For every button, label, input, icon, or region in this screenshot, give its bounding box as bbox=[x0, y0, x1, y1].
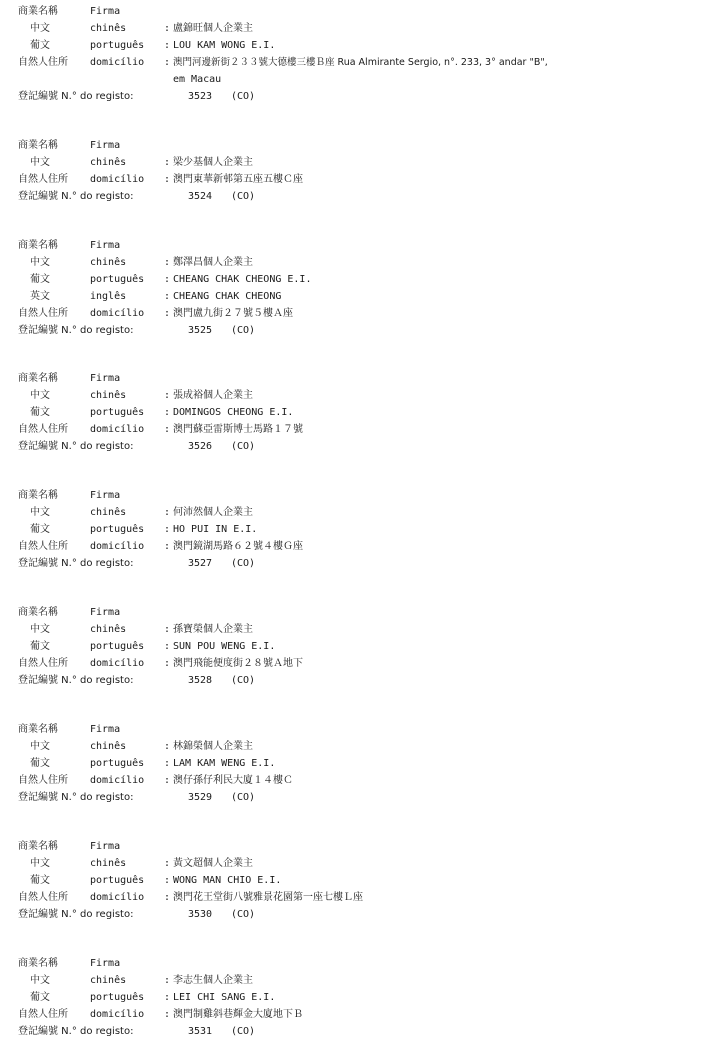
registry-entry bbox=[18, 237, 716, 339]
colon: : bbox=[164, 992, 171, 1003]
registo-number: 3528 bbox=[188, 675, 213, 686]
colon: : bbox=[164, 758, 171, 769]
domicilio-row bbox=[18, 655, 716, 672]
portugues-row bbox=[18, 989, 716, 1006]
colon: : bbox=[164, 641, 171, 652]
colon: : bbox=[164, 541, 171, 552]
registry-entry bbox=[18, 838, 716, 923]
domicilio-label-zh: 自然人住所 bbox=[18, 308, 68, 319]
portugues-label-pt: português bbox=[90, 40, 145, 51]
registo-label: 登記編號 N.° do registo: bbox=[18, 909, 134, 920]
colon: : bbox=[164, 524, 171, 535]
chines-row bbox=[18, 738, 716, 755]
registo-number: 3530 bbox=[188, 909, 213, 920]
colon: : bbox=[164, 257, 171, 268]
colon: : bbox=[164, 975, 171, 986]
portugues-label-zh: 葡文 bbox=[30, 992, 50, 1003]
domicilio-value: 澳門花王堂街八號雅景花園第一座七樓Ｌ座 bbox=[173, 892, 363, 903]
chines-row bbox=[18, 621, 716, 638]
firma-label-pt: Firma bbox=[90, 490, 121, 501]
chines-label-pt: chinês bbox=[90, 507, 127, 518]
domicilio-row bbox=[18, 54, 716, 71]
registo-label: 登記編號 N.° do registo: bbox=[18, 441, 134, 452]
domicilio-label-zh: 自然人住所 bbox=[18, 658, 68, 669]
registry-entry bbox=[18, 721, 716, 806]
chines-value: 何沛然個人企業主 bbox=[173, 507, 253, 518]
firma-label-zh: 商業名稱 bbox=[18, 607, 58, 618]
colon: : bbox=[164, 658, 171, 669]
firma-header bbox=[18, 721, 716, 738]
domicilio-value: 澳門盧九街２７號５樓Ａ座 bbox=[173, 308, 293, 319]
domicilio-row bbox=[18, 772, 716, 789]
colon: : bbox=[164, 157, 171, 168]
chines-label-pt: chinês bbox=[90, 390, 127, 401]
registo-row bbox=[18, 438, 716, 455]
portugues-label-zh: 葡文 bbox=[30, 524, 50, 535]
domicilio-label-pt: domicílio bbox=[90, 174, 145, 185]
portugues-row bbox=[18, 37, 716, 54]
firma-label-pt: Firma bbox=[90, 373, 121, 384]
chines-row bbox=[18, 254, 716, 271]
portugues-row bbox=[18, 404, 716, 421]
ingles-row bbox=[18, 288, 716, 305]
registo-suffix: (CO) bbox=[231, 91, 256, 102]
registo-number: 3526 bbox=[188, 441, 213, 452]
chines-label-pt: chinês bbox=[90, 624, 127, 635]
chines-value: 孫寶榮個人企業主 bbox=[173, 624, 253, 635]
colon: : bbox=[164, 390, 171, 401]
registo-row bbox=[18, 188, 716, 205]
chines-value: 林錦榮個人企業主 bbox=[173, 741, 253, 752]
firma-header bbox=[18, 370, 716, 387]
firma-header bbox=[18, 838, 716, 855]
chines-value: 鄭澤昌個人企業主 bbox=[173, 257, 253, 268]
registo-suffix: (CO) bbox=[231, 558, 256, 569]
registry-entry bbox=[18, 137, 716, 205]
chines-row bbox=[18, 972, 716, 989]
portugues-label-pt: português bbox=[90, 875, 145, 886]
registo-number: 3529 bbox=[188, 792, 213, 803]
firma-header bbox=[18, 955, 716, 972]
portugues-value: SUN POU WENG E.I. bbox=[173, 641, 276, 652]
portugues-value: CHEANG CHAK CHEONG E.I. bbox=[173, 274, 312, 285]
domicilio-label-pt: domicílio bbox=[90, 57, 145, 68]
chines-label-pt: chinês bbox=[90, 741, 127, 752]
colon: : bbox=[164, 23, 171, 34]
firma-header bbox=[18, 3, 716, 20]
chines-value: 張成裕個人企業主 bbox=[173, 390, 253, 401]
domicilio-value: 澳門鏡湖馬路６２號４樓Ｇ座 bbox=[173, 541, 303, 552]
portugues-row bbox=[18, 521, 716, 538]
registry-entry bbox=[18, 955, 716, 1040]
registo-label: 登記編號 N.° do registo: bbox=[18, 558, 134, 569]
chines-label-pt: chinês bbox=[90, 157, 127, 168]
domicilio-value: 澳門河邊新街２３３號大德樓三樓Ｂ座 Rua Almirante Sergio, n°. 233, 3° andar "B", bbox=[173, 57, 548, 68]
chines-label-zh: 中文 bbox=[30, 390, 50, 401]
colon: : bbox=[164, 507, 171, 518]
portugues-value: LAM KAM WENG E.I. bbox=[173, 758, 276, 769]
colon: : bbox=[164, 892, 171, 903]
chines-value: 梁少基個人企業主 bbox=[173, 157, 253, 168]
registo-number: 3525 bbox=[188, 325, 213, 336]
firma-header bbox=[18, 487, 716, 504]
firma-label-zh: 商業名稱 bbox=[18, 6, 58, 17]
firma-header bbox=[18, 237, 716, 254]
registo-suffix: (CO) bbox=[231, 909, 256, 920]
registo-row bbox=[18, 1023, 716, 1040]
domicilio-label-zh: 自然人住所 bbox=[18, 1009, 68, 1020]
firma-label-zh: 商業名稱 bbox=[18, 240, 58, 251]
portugues-row bbox=[18, 638, 716, 655]
firma-label-pt: Firma bbox=[90, 140, 121, 151]
firma-label-pt: Firma bbox=[90, 240, 121, 251]
domicilio-label-pt: domicílio bbox=[90, 424, 145, 435]
portugues-label-pt: português bbox=[90, 524, 145, 535]
registo-suffix: (CO) bbox=[231, 1026, 256, 1037]
chines-row bbox=[18, 504, 716, 521]
firma-label-pt: Firma bbox=[90, 6, 121, 17]
domicilio-value: 澳仔孫仔利民大廈１４樓Ｃ bbox=[173, 775, 293, 786]
domicilio-label-zh: 自然人住所 bbox=[18, 541, 68, 552]
chines-label-pt: chinês bbox=[90, 257, 127, 268]
colon: : bbox=[164, 1009, 171, 1020]
chines-label-zh: 中文 bbox=[30, 23, 50, 34]
domicilio-label-pt: domicílio bbox=[90, 1009, 145, 1020]
colon: : bbox=[164, 308, 171, 319]
registo-row bbox=[18, 906, 716, 923]
chines-value: 盧錦旺個人企業主 bbox=[173, 23, 253, 34]
chines-value: 黃文超個人企業主 bbox=[173, 858, 253, 869]
firma-label-pt: Firma bbox=[90, 724, 121, 735]
portugues-label-zh: 葡文 bbox=[30, 758, 50, 769]
chines-label-pt: chinês bbox=[90, 23, 127, 34]
firma-label-zh: 商業名稱 bbox=[18, 140, 58, 151]
chines-label-zh: 中文 bbox=[30, 975, 50, 986]
domicilio-value: 澳門飛能便度街２８號Ａ地下 bbox=[173, 658, 303, 669]
portugues-row bbox=[18, 755, 716, 772]
registo-number: 3527 bbox=[188, 558, 213, 569]
firma-label-zh: 商業名稱 bbox=[18, 841, 58, 852]
portugues-label-zh: 葡文 bbox=[30, 641, 50, 652]
chines-row bbox=[18, 154, 716, 171]
colon: : bbox=[164, 424, 171, 435]
domicilio-label-zh: 自然人住所 bbox=[18, 174, 68, 185]
chines-row bbox=[18, 20, 716, 37]
colon: : bbox=[164, 875, 171, 886]
domicilio-label-zh: 自然人住所 bbox=[18, 57, 68, 68]
firma-label-pt: Firma bbox=[90, 607, 121, 618]
colon: : bbox=[164, 858, 171, 869]
registo-suffix: (CO) bbox=[231, 792, 256, 803]
portugues-label-pt: português bbox=[90, 641, 145, 652]
domicilio-row bbox=[18, 171, 716, 188]
domicilio-row-continued bbox=[18, 71, 716, 88]
firma-label-zh: 商業名稱 bbox=[18, 490, 58, 501]
registo-label: 登記編號 N.° do registo: bbox=[18, 325, 134, 336]
registo-suffix: (CO) bbox=[231, 441, 256, 452]
registo-suffix: (CO) bbox=[231, 191, 256, 202]
registo-label: 登記編號 N.° do registo: bbox=[18, 1026, 134, 1037]
registo-suffix: (CO) bbox=[231, 325, 256, 336]
domicilio-label-zh: 自然人住所 bbox=[18, 424, 68, 435]
registo-row bbox=[18, 672, 716, 689]
domicilio-value: 澳門蘇亞雷斯博士馬路１７號 bbox=[173, 424, 303, 435]
colon: : bbox=[164, 624, 171, 635]
colon: : bbox=[164, 40, 171, 51]
ingles-label-pt: inglês bbox=[90, 291, 127, 302]
chines-row bbox=[18, 855, 716, 872]
chines-label-zh: 中文 bbox=[30, 624, 50, 635]
colon: : bbox=[164, 407, 171, 418]
chines-label-pt: chinês bbox=[90, 858, 127, 869]
firma-label-pt: Firma bbox=[90, 958, 121, 969]
domicilio-value-continued: em Macau bbox=[173, 74, 222, 85]
domicilio-label-zh: 自然人住所 bbox=[18, 892, 68, 903]
registo-number: 3523 bbox=[188, 91, 213, 102]
colon: : bbox=[164, 775, 171, 786]
registo-row bbox=[18, 555, 716, 572]
portugues-label-pt: português bbox=[90, 407, 145, 418]
domicilio-label-zh: 自然人住所 bbox=[18, 775, 68, 786]
firma-header bbox=[18, 137, 716, 154]
registo-label: 登記編號 N.° do registo: bbox=[18, 91, 134, 102]
registo-label: 登記編號 N.° do registo: bbox=[18, 191, 134, 202]
colon: : bbox=[164, 741, 171, 752]
registo-row bbox=[18, 789, 716, 806]
firma-label-zh: 商業名稱 bbox=[18, 724, 58, 735]
registo-label: 登記編號 N.° do registo: bbox=[18, 675, 134, 686]
portugues-row bbox=[18, 271, 716, 288]
domicilio-row bbox=[18, 1006, 716, 1023]
registo-number: 3524 bbox=[188, 191, 213, 202]
firma-header bbox=[18, 604, 716, 621]
domicilio-value: 澳門東華新邨第五座五樓Ｃ座 bbox=[173, 174, 303, 185]
portugues-row bbox=[18, 872, 716, 889]
portugues-label-zh: 葡文 bbox=[30, 40, 50, 51]
colon: : bbox=[164, 174, 171, 185]
registry-entry bbox=[18, 604, 716, 689]
colon: : bbox=[164, 291, 171, 302]
colon: : bbox=[164, 274, 171, 285]
domicilio-label-pt: domicílio bbox=[90, 308, 145, 319]
portugues-label-zh: 葡文 bbox=[30, 274, 50, 285]
domicilio-label-pt: domicílio bbox=[90, 541, 145, 552]
portugues-value: DOMINGOS CHEONG E.I. bbox=[173, 407, 294, 418]
registry-entry bbox=[18, 487, 716, 572]
chines-label-zh: 中文 bbox=[30, 507, 50, 518]
domicilio-label-pt: domicílio bbox=[90, 658, 145, 669]
chines-value: 李志生個人企業主 bbox=[173, 975, 253, 986]
portugues-label-zh: 葡文 bbox=[30, 875, 50, 886]
chines-label-pt: chinês bbox=[90, 975, 127, 986]
registo-label: 登記編號 N.° do registo: bbox=[18, 792, 134, 803]
firma-label-zh: 商業名稱 bbox=[18, 373, 58, 384]
chines-row bbox=[18, 387, 716, 404]
registo-row bbox=[18, 322, 716, 339]
domicilio-row bbox=[18, 305, 716, 322]
domicilio-row bbox=[18, 538, 716, 555]
domicilio-label-pt: domicílio bbox=[90, 892, 145, 903]
ingles-value: CHEANG CHAK CHEONG bbox=[173, 291, 282, 302]
domicilio-label-pt: domicílio bbox=[90, 775, 145, 786]
registry-entry bbox=[18, 370, 716, 455]
domicilio-value: 澳門制雞斜巷輝金大廈地下Ｂ bbox=[173, 1009, 303, 1020]
portugues-label-zh: 葡文 bbox=[30, 407, 50, 418]
portugues-value: LEI CHI SANG E.I. bbox=[173, 992, 276, 1003]
registo-row bbox=[18, 88, 716, 105]
domicilio-row bbox=[18, 889, 716, 906]
registry-entry bbox=[18, 3, 716, 105]
colon: : bbox=[164, 57, 171, 68]
portugues-label-pt: português bbox=[90, 274, 145, 285]
registo-suffix: (CO) bbox=[231, 675, 256, 686]
portugues-value: WONG MAN CHIO E.I. bbox=[173, 875, 282, 886]
firma-label-pt: Firma bbox=[90, 841, 121, 852]
portugues-value: HO PUI IN E.I. bbox=[173, 524, 258, 535]
portugues-value: LOU KAM WONG E.I. bbox=[173, 40, 276, 51]
chines-label-zh: 中文 bbox=[30, 157, 50, 168]
chines-label-zh: 中文 bbox=[30, 858, 50, 869]
portugues-label-pt: português bbox=[90, 992, 145, 1003]
chines-label-zh: 中文 bbox=[30, 257, 50, 268]
registo-number: 3531 bbox=[188, 1026, 213, 1037]
firma-label-zh: 商業名稱 bbox=[18, 958, 58, 969]
chines-label-zh: 中文 bbox=[30, 741, 50, 752]
ingles-label-zh: 英文 bbox=[30, 291, 50, 302]
domicilio-row bbox=[18, 421, 716, 438]
portugues-label-pt: português bbox=[90, 758, 145, 769]
